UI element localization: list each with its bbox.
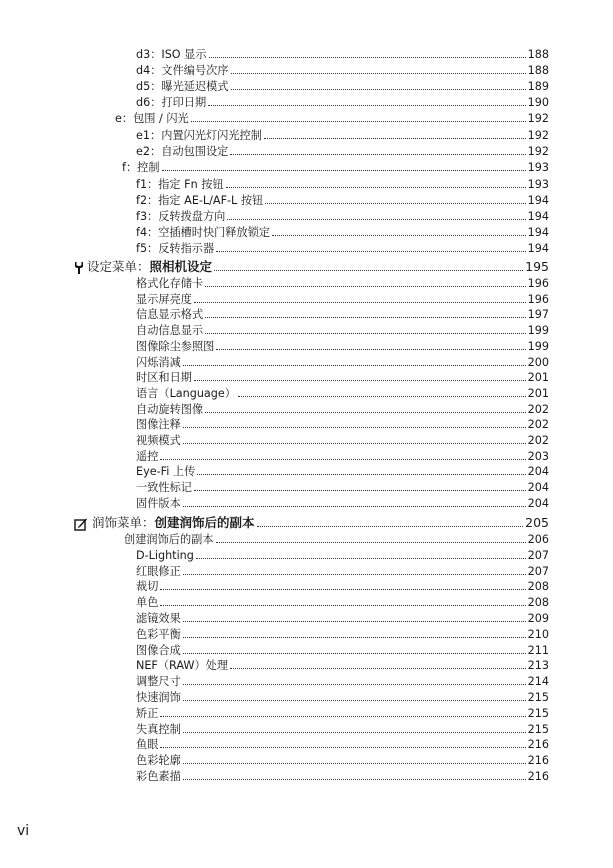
toc-entry-page: 210 xyxy=(527,627,549,641)
toc-entry-page: 194 xyxy=(527,194,549,207)
toc-entry-page: 207 xyxy=(527,548,549,562)
toc-entry[interactable] xyxy=(136,370,549,386)
leader-dots xyxy=(209,57,526,58)
toc-entry-label: 图像合成 xyxy=(136,643,181,657)
toc-entry-label: d3：ISO 显示 xyxy=(136,48,207,61)
leader-dots xyxy=(183,621,526,622)
leader-dots xyxy=(160,605,525,606)
toc-entry[interactable] xyxy=(136,690,549,706)
toc-entry-label: d5：曝光延迟模式 xyxy=(136,80,229,93)
toc-entry-page: 189 xyxy=(527,80,549,93)
toc-entry-page: 215 xyxy=(527,722,549,736)
leader-dots xyxy=(272,235,526,236)
leader-dots xyxy=(183,637,526,638)
toc-entry-label: f：控制 xyxy=(122,161,160,174)
toc-entry-label: e2：自动包围设定 xyxy=(136,145,229,158)
toc-entry-page: 204 xyxy=(527,465,549,479)
toc-entry-page: 192 xyxy=(527,129,549,142)
section-heading xyxy=(87,258,212,276)
leader-dots xyxy=(183,653,526,654)
toc-entry-label: 色彩轮廓 xyxy=(136,754,181,768)
toc-entry-label: 失真控制 xyxy=(136,722,181,736)
toc-entry-page: 202 xyxy=(527,418,549,432)
toc-entry-d6[interactable] xyxy=(136,95,549,111)
toc-entry-page: 208 xyxy=(527,596,549,610)
toc-entry[interactable] xyxy=(136,417,549,433)
toc-entry-page: 192 xyxy=(527,112,549,125)
leader-dots xyxy=(205,412,526,413)
toc-entry-d4[interactable] xyxy=(136,63,549,79)
toc-entry-page: 216 xyxy=(527,770,549,783)
toc-entry-label: Eye-Fi 上传 xyxy=(136,465,196,479)
toc-entry-label: 闪烁消减 xyxy=(136,355,181,369)
leader-dots xyxy=(183,684,526,685)
leader-dots xyxy=(264,138,526,139)
toc-entry-label: 矫正 xyxy=(136,706,159,720)
leader-dots xyxy=(208,105,525,106)
toc-entry-label: 固件版本 xyxy=(136,496,181,510)
section-title: 创建润饰后的副本 xyxy=(154,515,255,530)
leader-dots xyxy=(231,89,526,90)
toc-entry[interactable] xyxy=(136,611,549,627)
leader-dots xyxy=(214,270,523,271)
toc-entry[interactable] xyxy=(136,355,549,371)
toc-entry-label: d4：文件编号次序 xyxy=(136,64,229,77)
leader-dots xyxy=(183,700,526,701)
leader-dots xyxy=(216,349,525,350)
section-prefix: 设定菜单： xyxy=(87,259,150,274)
leader-dots xyxy=(216,251,525,252)
toc-entry-page: 213 xyxy=(527,659,549,673)
toc-entry-label: 格式化存储卡 xyxy=(136,277,204,290)
toc-entry[interactable] xyxy=(136,706,549,722)
toc-entry-f1[interactable] xyxy=(136,177,549,193)
toc-entry-e1[interactable] xyxy=(136,128,549,144)
toc-entry[interactable] xyxy=(136,627,549,643)
leader-dots xyxy=(160,589,525,590)
leader-dots xyxy=(216,542,526,543)
toc-entry-page: 215 xyxy=(527,706,549,720)
leader-dots xyxy=(205,317,526,318)
toc-entry-label: 信息显示格式 xyxy=(136,308,204,322)
section-prefix: 润饰菜单： xyxy=(92,515,155,530)
toc-entry-label: 彩色素描 xyxy=(136,770,181,783)
toc-entry-label: 语言（Language） xyxy=(136,386,236,400)
leader-dots xyxy=(160,716,525,717)
leader-dots xyxy=(183,365,526,366)
toc-entry-label: 一致性标记 xyxy=(136,481,192,495)
toc-entry-page: 194 xyxy=(527,226,549,239)
toc-entry-label: 调整尺寸 xyxy=(136,675,181,689)
toc-entry-label: f3：反转拨盘方向 xyxy=(136,210,226,223)
leader-dots xyxy=(265,203,525,204)
toc-entry-label: 滤镜效果 xyxy=(136,612,181,625)
toc-entry[interactable] xyxy=(136,292,549,308)
leader-dots xyxy=(194,380,526,381)
toc-entry-label: 自动信息显示 xyxy=(136,324,204,338)
toc-entry-page: 216 xyxy=(527,754,549,768)
toc-entry-page: 215 xyxy=(527,691,549,704)
leader-dots xyxy=(183,574,526,575)
toc-entry-page: 214 xyxy=(527,675,549,689)
toc-entry[interactable] xyxy=(136,496,549,512)
toc-entry-f5[interactable] xyxy=(136,241,549,257)
section-title: 照相机设定 xyxy=(149,259,213,274)
toc-entry[interactable] xyxy=(136,386,549,402)
toc-entry-page: 202 xyxy=(527,402,549,416)
toc-entry[interactable] xyxy=(136,595,549,611)
toc-entry-page: 193 xyxy=(527,178,549,191)
toc-entry-label: 遥控 xyxy=(136,449,159,463)
leader-dots xyxy=(160,459,525,460)
toc-entry-label: 视频模式 xyxy=(136,434,181,447)
toc-entry-page: 204 xyxy=(527,481,549,495)
toc-entry[interactable] xyxy=(136,449,549,465)
toc-entry[interactable] xyxy=(136,769,549,785)
toc-entry-page: 211 xyxy=(527,643,549,657)
leader-dots xyxy=(230,154,525,155)
toc-entry-label: 鱼眼 xyxy=(136,738,159,752)
leader-dots xyxy=(197,474,525,475)
toc-entry-f2[interactable] xyxy=(136,193,549,209)
section-heading xyxy=(92,514,255,532)
toc-entry-page: 199 xyxy=(527,324,549,338)
toc-entry-page: 194 xyxy=(527,242,549,255)
toc-entry[interactable] xyxy=(136,722,549,738)
leader-dots xyxy=(160,747,525,748)
toc-entry[interactable] xyxy=(136,737,549,753)
toc-entry-page: 197 xyxy=(527,308,549,322)
toc-entry[interactable] xyxy=(136,433,549,449)
toc-entry-label: e：包围 / 闪光 xyxy=(115,112,189,125)
toc-entry-d3[interactable] xyxy=(136,47,549,63)
toc-entry-label: f2：指定 AE-L/AF-L 按钮 xyxy=(136,194,264,207)
toc-entry-page: 194 xyxy=(527,210,549,223)
toc-section-setup-menu[interactable] xyxy=(87,258,549,276)
toc-entry-page: 188 xyxy=(527,48,549,61)
toc-entry-label: 创建润饰后的副本 xyxy=(124,533,214,546)
toc-entry[interactable] xyxy=(136,753,549,769)
toc-entry[interactable] xyxy=(136,276,549,292)
toc-entry-e[interactable] xyxy=(115,111,549,127)
toc-entry-label: D-Lighting xyxy=(136,548,194,562)
toc-entry[interactable] xyxy=(136,548,549,564)
leader-dots xyxy=(183,443,526,444)
toc-entry-label: 快速润饰 xyxy=(136,691,181,704)
leader-dots xyxy=(226,187,526,188)
toc-entry[interactable] xyxy=(136,674,549,690)
toc-entry-label: 红眼修正 xyxy=(136,564,181,578)
toc-entry[interactable] xyxy=(136,464,549,480)
toc-entry-label: e1：内置闪光灯闪光控制 xyxy=(136,129,262,142)
page-number: vi xyxy=(17,823,30,839)
toc-entry-page: 193 xyxy=(527,161,549,174)
leader-dots xyxy=(257,526,524,527)
toc-entry-page: 196 xyxy=(527,292,549,306)
toc-entry-label: f1：指定 Fn 按钮 xyxy=(136,178,224,191)
leader-dots xyxy=(183,427,526,428)
leader-dots xyxy=(205,333,526,334)
toc-entry-page: 188 xyxy=(527,64,549,77)
toc-entry[interactable] xyxy=(136,480,549,496)
toc-entry-label: 图像除尘参照图 xyxy=(136,339,215,353)
toc-entry-label: 显示屏亮度 xyxy=(136,292,192,306)
toc-entry-page: 200 xyxy=(527,355,549,369)
toc-entry[interactable] xyxy=(136,643,549,659)
toc-entry-page: 216 xyxy=(527,738,549,752)
leader-dots xyxy=(183,779,526,780)
toc-entry-label: NEF（RAW）处理 xyxy=(136,659,229,673)
toc-entry[interactable] xyxy=(124,532,549,548)
toc-entry-page: 199 xyxy=(527,339,549,353)
toc-entry[interactable] xyxy=(136,402,549,418)
toc-entry-page: 203 xyxy=(527,449,549,463)
leader-dots xyxy=(231,73,526,74)
toc-entry-label: 图像注释 xyxy=(136,418,181,432)
toc-entry[interactable] xyxy=(136,658,549,674)
toc-entry[interactable] xyxy=(136,564,549,580)
toc-entry[interactable] xyxy=(136,323,549,339)
toc-entry-page: 204 xyxy=(527,496,549,510)
toc-entry-label: 色彩平衡 xyxy=(136,627,181,641)
retouch-brush-icon xyxy=(74,517,88,531)
toc-entry-label: d6：打印日期 xyxy=(136,96,207,109)
toc-entry-e2[interactable] xyxy=(136,144,549,160)
toc-section-retouch-menu[interactable] xyxy=(92,514,549,532)
leader-dots xyxy=(230,668,526,669)
toc-entry-f4[interactable] xyxy=(136,225,549,241)
toc-entry-page: 205 xyxy=(525,515,549,530)
leader-dots xyxy=(183,732,526,733)
toc-entry-page: 206 xyxy=(527,533,549,546)
toc-entry-page: 192 xyxy=(527,145,549,158)
toc-entry-page: 195 xyxy=(525,259,549,274)
leader-dots xyxy=(196,558,526,559)
toc-entry-page: 207 xyxy=(527,564,549,578)
toc-entry-page: 196 xyxy=(527,277,549,290)
leader-dots xyxy=(194,302,526,303)
toc-entry-page: 201 xyxy=(527,371,549,385)
toc-entry-f3[interactable] xyxy=(136,209,549,225)
leader-dots xyxy=(227,219,525,220)
toc-entry[interactable] xyxy=(136,307,549,323)
wrench-icon xyxy=(72,261,86,275)
toc-entry-label: f4：空插槽时快门释放锁定 xyxy=(136,226,271,239)
toc-entry-page: 208 xyxy=(527,580,549,594)
leader-dots xyxy=(205,286,526,287)
toc-entry-page: 190 xyxy=(527,96,549,109)
toc-entry-page: 201 xyxy=(527,386,549,400)
toc-entry-label: 裁切 xyxy=(136,580,159,594)
toc-entry[interactable] xyxy=(136,579,549,595)
leader-dots xyxy=(194,490,526,491)
leader-dots xyxy=(183,763,526,764)
leader-dots xyxy=(162,170,526,171)
toc-entry-label: 自动旋转图像 xyxy=(136,402,204,416)
toc-entry-f[interactable] xyxy=(122,160,549,176)
toc-entry-label: f5：反转指示器 xyxy=(136,242,215,255)
toc-entry-d5[interactable] xyxy=(136,79,549,95)
toc-entry-label: 单色 xyxy=(136,596,159,610)
leader-dots xyxy=(238,396,526,397)
toc-entry-label: 时区和日期 xyxy=(136,371,192,385)
toc-entry[interactable] xyxy=(136,339,549,355)
leader-dots xyxy=(183,506,526,507)
toc-entry-page: 209 xyxy=(527,612,549,625)
toc-entry-page: 202 xyxy=(527,434,549,447)
leader-dots xyxy=(191,121,526,122)
